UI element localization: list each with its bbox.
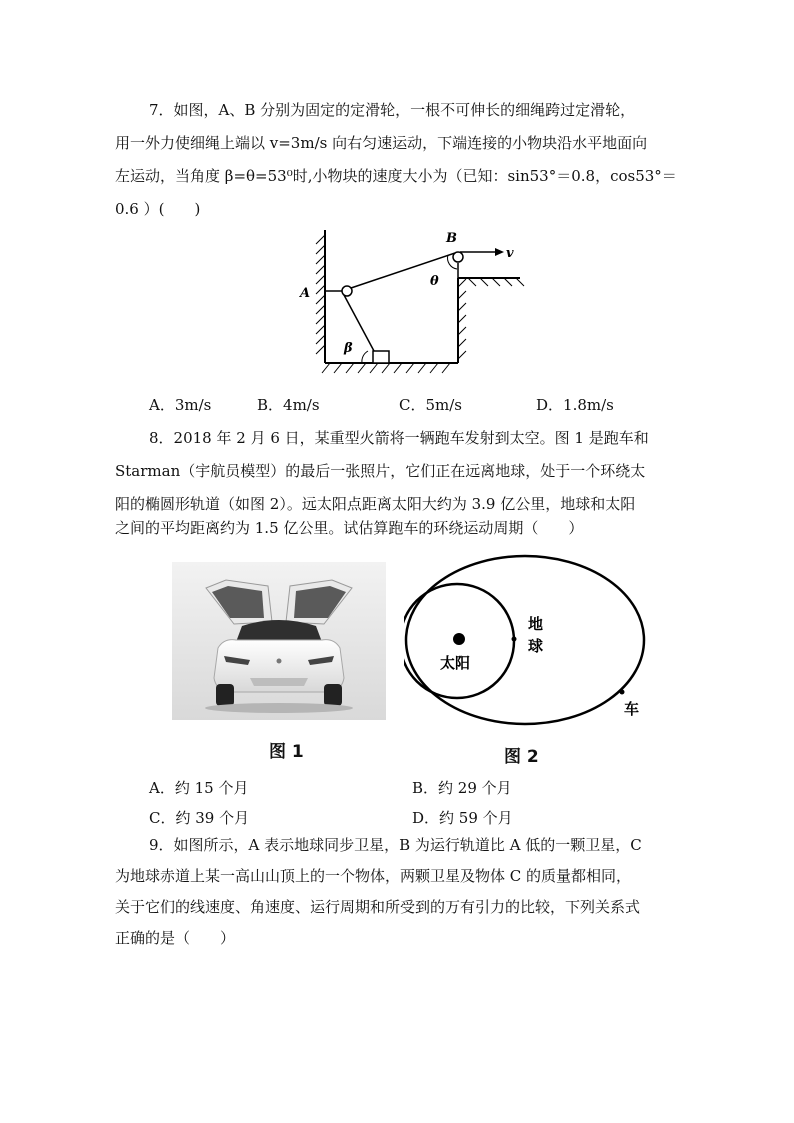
- car-dot: [620, 690, 625, 695]
- q7-label-theta: θ: [430, 274, 439, 289]
- q8-option-d: D．约 59 个月: [412, 809, 513, 827]
- earth-dot: [512, 637, 517, 642]
- q8-line-2: Starman（宇航员模型）的最后一张照片，它们正在远离地球，处于一个环绕太: [115, 462, 646, 480]
- q8-option-b: B．约 29 个月: [412, 779, 512, 797]
- earth-label-1: 地: [528, 615, 544, 633]
- q7-label-A: A: [300, 286, 311, 301]
- sun-dot: [453, 633, 465, 645]
- fig1-caption: 图 1: [269, 742, 304, 762]
- q9-line-3: 关于它们的线速度、角速度、运行周期和所受到的万有引力的比较，下列关系式: [115, 898, 641, 916]
- q7-line-2: 用一外力使细绳上端以 v=3m/s 向右匀速运动，下端连接的小物块沿水平地面向: [115, 134, 648, 152]
- q9-line-4: 正确的是（ ）: [115, 929, 236, 947]
- q8-line-1: 8．2018 年 2 月 6 日，某重型火箭将一辆跑车发射到太空。图 1 是跑车和: [149, 429, 649, 447]
- q7-label-beta: β: [344, 341, 353, 356]
- sun-label: 太阳: [440, 654, 471, 672]
- q7-pulley-diagram: [298, 227, 528, 382]
- q8-option-c: C．约 39 个月: [149, 809, 250, 827]
- fig2-caption: 图 2: [504, 747, 539, 767]
- q7-option-b: B．4m/s: [257, 396, 320, 414]
- q7-label-v: v: [506, 246, 514, 261]
- q7-option-a: A．3m/s: [149, 396, 212, 414]
- q7-option-d: D．1.8m/s: [536, 396, 614, 414]
- q9-line-2: 为地球赤道上某一高山山顶上的一个物体，两颗卫星及物体 C 的质量都相同，: [115, 867, 632, 885]
- q7-line-4: 0.6 ）( ): [115, 200, 201, 218]
- q8-line-4: 之间的平均距离约为 1.5 亿公里。试估算跑车的环绕运动周期（ ）: [115, 519, 584, 537]
- q7-line-3: 左运动，当角度 β=θ=53⁰时,小物块的速度大小为（已知：sin53°＝0.8，cos53°＝: [115, 167, 677, 185]
- q8-option-a: A．约 15 个月: [149, 779, 249, 797]
- orbit-diagram: [404, 554, 646, 729]
- car-photo: [172, 562, 386, 720]
- q7-label-B: B: [446, 231, 457, 246]
- car-label: 车: [624, 700, 640, 718]
- q7-line-1: 7．如图，A、B 分别为固定的定滑轮，一根不可伸长的细绳跨过定滑轮，: [149, 101, 636, 119]
- earth-label-2: 球: [528, 637, 544, 655]
- q9-line-1: 9．如图所示，A 表示地球同步卫星，B 为运行轨道比 A 低的一颗卫星，C: [149, 836, 642, 854]
- q8-line-3: 阳的椭圆形轨道（如图 2）。远太阳点距离太阳大约为 3.9 亿公里，地球和太阳: [115, 495, 636, 513]
- q7-option-c: C．5m/s: [399, 396, 462, 414]
